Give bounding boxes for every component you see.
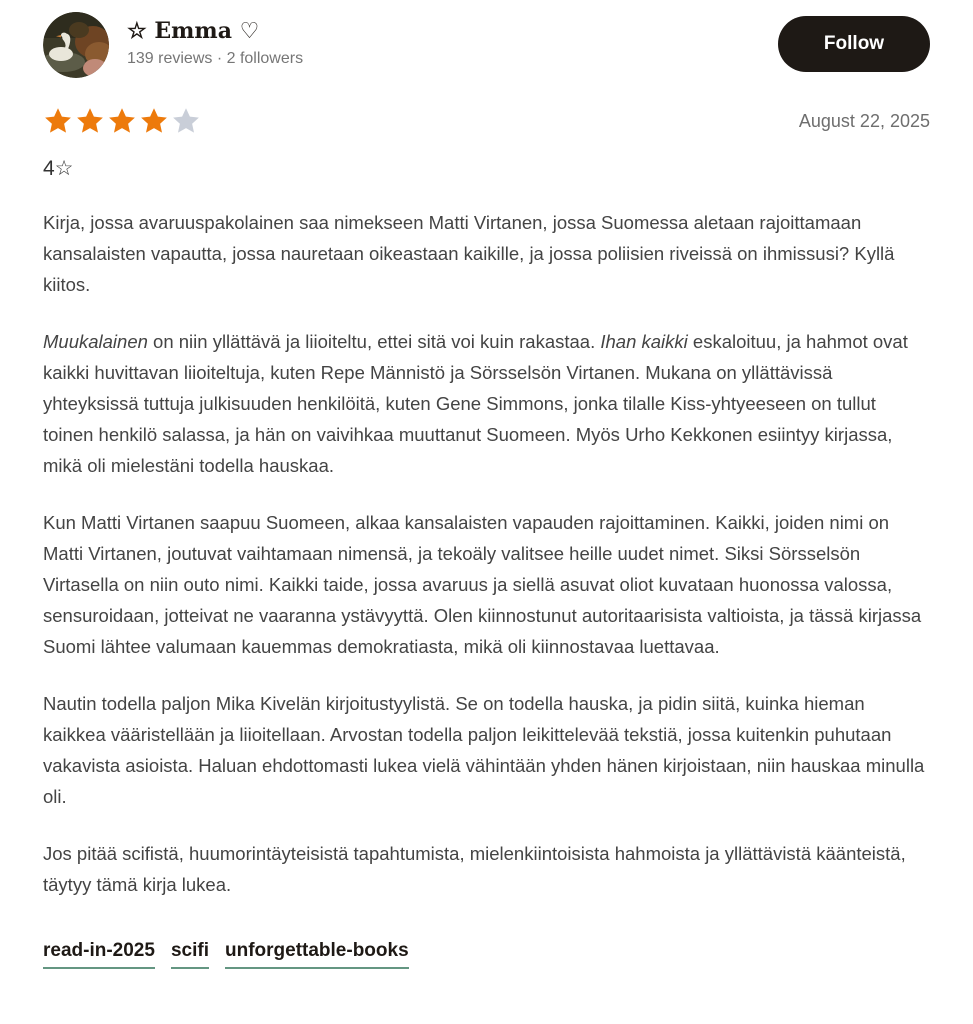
rating-row bbox=[43, 106, 930, 136]
review-paragraph: Kirja, jossa avaruuspakolainen saa nimekseen Matti Virtanen, jossa Suomessa aletaan rajoittamaan kansalaisten vapautta, jossa nauretaan oikeastaan kaikille, ja jossa poliisien riveissä on ihmissusi? Kyllä kiitos. bbox=[43, 212, 895, 295]
review-paragraph: Muukalainen on niin yllättävä ja liioiteltu, ettei sitä voi kuin rakastaa. Ihan kaikki eskaloituu, ja hahmot ovat kaikki huvittavan liioiteltuja, kuten Repe Männistö ja Sörsselsön Virtanen. Mukana on yllättävissä yhteyksissä tuttuja julkisuuden henkilöitä, kuten Gene Simmons, jonka tilalle Kiss-yhtyeeseen on tullut toinen henkilö salassa, ja hän on vaivihkaa muuttanut Suomeen. Myös Urho Kekkonen esiintyy kirjassa, mikä oli mielestäni todella hauskaa. bbox=[43, 331, 908, 476]
avatar-image bbox=[43, 12, 109, 78]
avatar[interactable] bbox=[43, 12, 109, 78]
follow-button[interactable]: Follow bbox=[778, 16, 930, 72]
user-stats[interactable]: 139 reviews · 2 followers bbox=[127, 50, 304, 68]
review-paragraph: Kun Matti Virtanen saapuu Suomeen, alkaa kansalaisten vapauden rajoittaminen. Kaikki, joiden nimi on Matti Virtanen, joutuvat vaihtamaan nimensä, ja tekoäly valitsee heille uudet nimet. Siksi Sörsselsön Virtasella on niin outo nimi. Kaikki taide, jossa avaruus ja siellä asuvat oliot kuvataan huonossa valossa, sensuroidaan, jotteivat ne vaaranna ystävyyttä. Olen kiinnostunut autoritaarisista valtioista, ja tässä kirjassa Suomi lähtee valumaan kauemmas demokratiasta, mikä oli kiinnostavaa luettavaa. bbox=[43, 512, 922, 657]
review-date: August 22, 2025 bbox=[798, 110, 930, 131]
star-filled-icon bbox=[107, 106, 137, 136]
user-name[interactable]: ☆ Emma ♡ bbox=[127, 18, 260, 44]
star-rating bbox=[43, 106, 201, 136]
review-header bbox=[43, 12, 930, 78]
star-filled-icon bbox=[43, 106, 73, 136]
tag-link-scifi[interactable]: scifi bbox=[171, 940, 209, 969]
rating-text: 4☆ bbox=[43, 157, 74, 180]
tag-link-read-in-2025[interactable]: read-in-2025 bbox=[43, 940, 155, 969]
review-paragraph: Nautin todella paljon Mika Kivelän kirjoitustyylistä. Se on todella hauska, ja pidin siitä, kuinka hieman kaikkea vääristellään ja liioitellaan. Arvostan todella paljon leikittelevää tekstiä, jossa kuitenkin puhutaan vakavista asioista. Haluan ehdottomasti lukea vielä vähintään yhden hänen kirjoistaan, niin hauskaa minulla oli. bbox=[43, 693, 925, 807]
star-empty-icon bbox=[171, 106, 201, 136]
star-filled-icon bbox=[75, 106, 105, 136]
tag-list bbox=[43, 940, 930, 969]
review-body bbox=[43, 207, 930, 900]
user-meta bbox=[127, 12, 778, 68]
tag-link-unforgettable-books[interactable]: unforgettable-books bbox=[225, 940, 409, 969]
review-paragraph: Jos pitää scifistä, huumorintäyteisistä tapahtumista, mielenkiintoisista hahmoista ja yllättävistä käänteistä, täytyy tämä kirja lukea. bbox=[43, 843, 906, 895]
star-filled-icon bbox=[139, 106, 169, 136]
